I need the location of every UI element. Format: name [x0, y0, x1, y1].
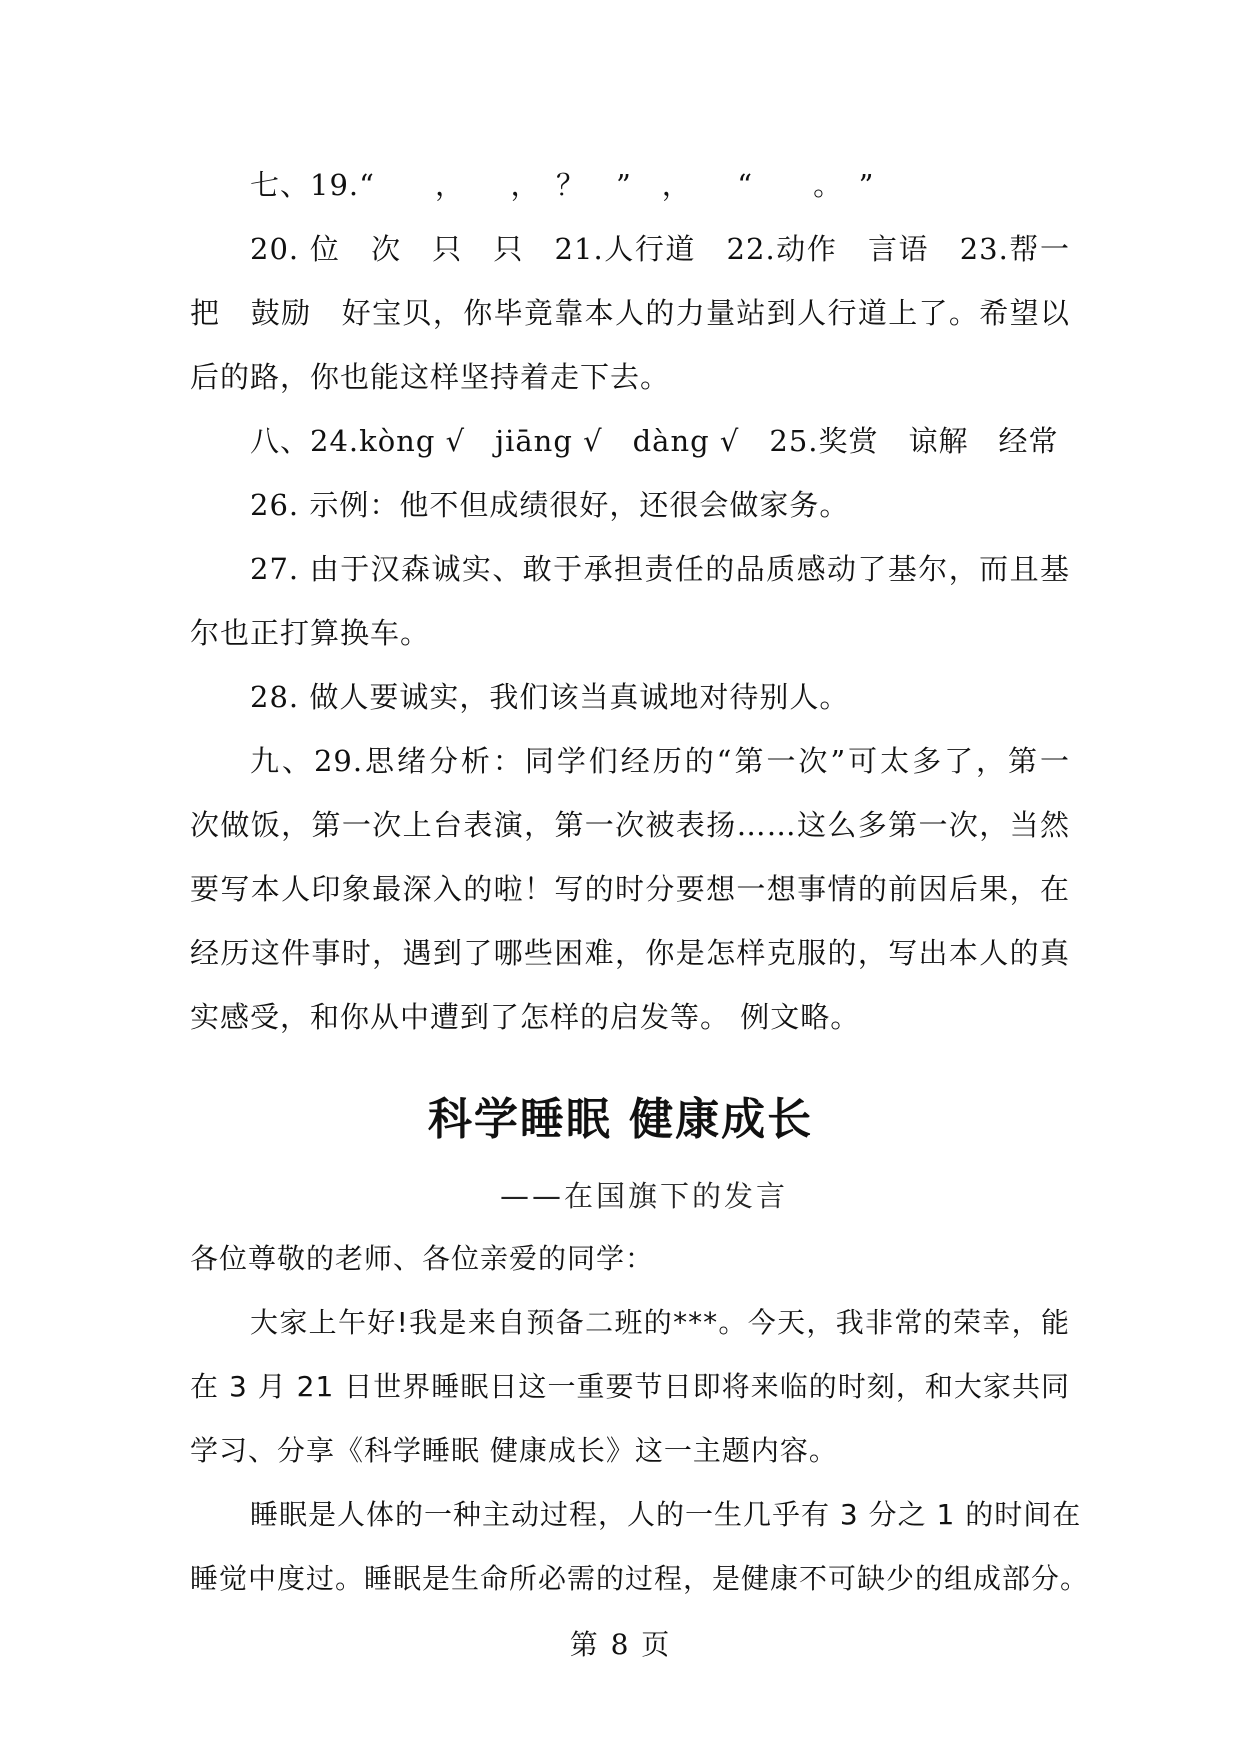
speech-line-3: 学习、分享《科学睡眠 健康成长》这一主题内容。: [190, 1434, 838, 1467]
answer-line-23-cont-2: 后的路，你也能这样坚持着走下去。: [190, 360, 671, 394]
speech-line-5: 睡觉中度过。睡眠是生命所必需的过程，是健康不可缺少的组成部分。: [190, 1562, 1090, 1595]
answer-line-8-24-25: 八、24.kòng √ jiāng √ dàng √ 25.奖赏 谅解 经常: [250, 424, 1059, 458]
answer-line-23-cont-1: 把 鼓励 好宝贝，你毕竟靠本人的力量站到人行道上了。希望以: [190, 296, 1070, 330]
answer-line-27: 27. 由于汉森诚实、敢于承担责任的品质感动了基尔，而且基: [250, 552, 1070, 586]
answer-line-26: 26. 示例：他不但成绩很好，还很会做家务。: [250, 488, 850, 522]
speech-line-1: 大家上午好!我是来自预备二班的***。今天，我非常的荣幸，能: [250, 1306, 1070, 1339]
page-number: 第 8 页: [569, 1628, 672, 1661]
speech-subtitle: ——在国旗下的发言: [500, 1179, 789, 1213]
answer-line-9-29: 九、29.思绪分析：同学们经历的“第一次”可太多了，第一: [250, 744, 1070, 778]
speech-line-2: 在 3 月 21 日世界睡眠日这一重要节日即将来临的时刻，和大家共同: [190, 1370, 1070, 1403]
answer-line-29-cont-1: 次做饭，第一次上台表演，第一次被表扬……这么多第一次，当然: [190, 808, 1070, 842]
answer-line-29-cont-2: 要写本人印象最深入的啦！写的时分要想一想事情的前因后果，在: [190, 872, 1070, 906]
answer-line-7-19: 七、19.“ ， ， ？ ” ， “ 。 ”: [250, 168, 875, 202]
answer-line-27-cont: 尔也正打算换车。: [190, 616, 431, 650]
speech-title: 科学睡眠 健康成长: [427, 1094, 814, 1145]
answer-line-29-cont-4: 实感受，和你从中遭到了怎样的启发等。 例文略。: [190, 1000, 861, 1034]
speech-greeting: 各位尊敬的老师、各位亲爱的同学：: [190, 1242, 655, 1275]
answer-line-20-23: 20. 位 次 只 只 21.人行道 22.动作 言语 23.帮一: [250, 232, 1070, 266]
speech-line-4: 睡眠是人体的一种主动过程，人的一生几乎有 3 分之 1 的时间在: [250, 1498, 1082, 1531]
answer-line-28: 28. 做人要诚实，我们该当真诚地对待别人。: [250, 680, 850, 714]
answer-line-29-cont-3: 经历这件事时，遇到了哪些困难，你是怎样克服的，写出本人的真: [190, 936, 1070, 970]
